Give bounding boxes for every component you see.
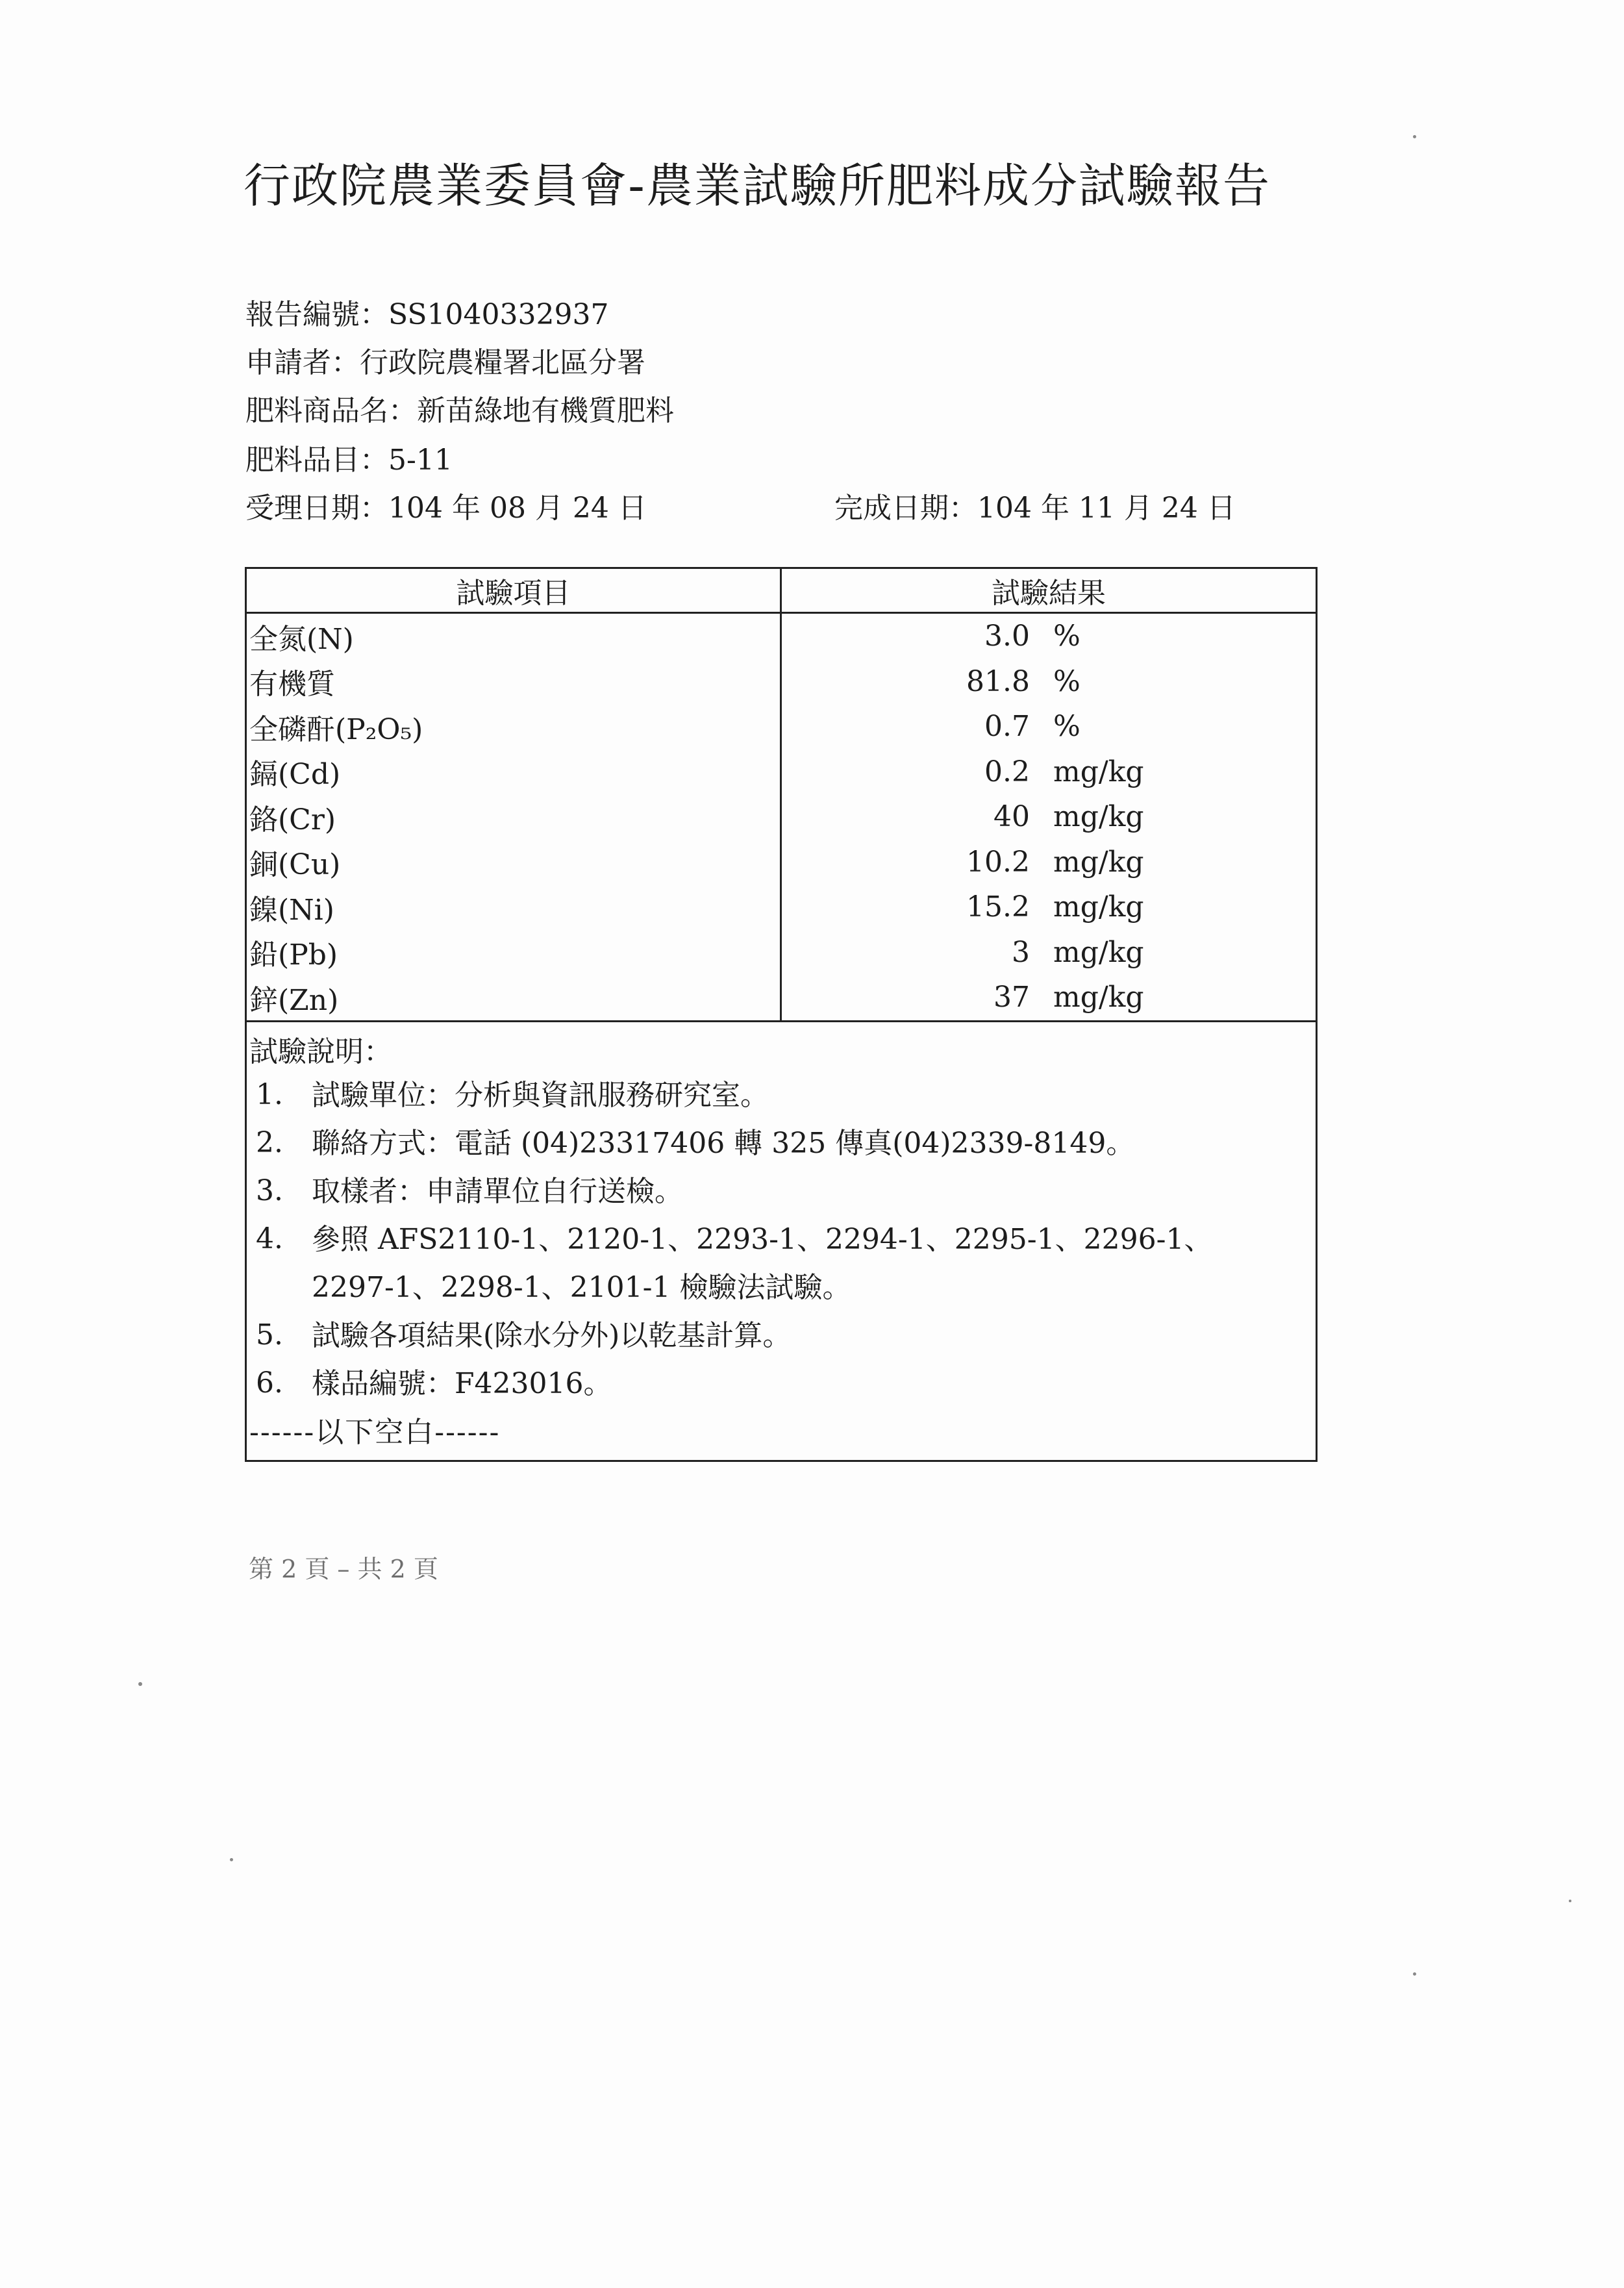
- result-cell: [782, 749, 1316, 795]
- note-number: 6.: [256, 1366, 283, 1400]
- result-cell: [782, 614, 1316, 659]
- note-number: 3.: [256, 1174, 283, 1207]
- test-item-name: 鉛(Pb): [249, 938, 338, 972]
- results-table: [245, 567, 1318, 1462]
- result-unit: mg/kg: [1053, 845, 1144, 879]
- test-item-name: 鉻(Cr): [249, 803, 336, 836]
- result-unit: mg/kg: [1053, 935, 1144, 969]
- result-value: 81.8: [966, 664, 1030, 698]
- blank-below-marker: ------以下空白------: [249, 1415, 501, 1449]
- note-item: [249, 1120, 1316, 1168]
- test-result-column: [782, 614, 1316, 1020]
- scan-speck: [138, 1682, 142, 1686]
- note-item: [249, 1360, 1316, 1408]
- result-value: 40: [993, 800, 1030, 834]
- table-row: [247, 840, 780, 885]
- note-item: [249, 1168, 1316, 1216]
- test-item-column: [247, 614, 782, 1020]
- received-date-label: 受理日期：: [245, 492, 388, 525]
- test-notes: [247, 1020, 1316, 1460]
- result-cell: [782, 840, 1316, 885]
- table-row: [247, 704, 780, 749]
- note-text: 聯絡方式：電話 (04)23317406 轉 325 傳真(04)2339-8149。: [312, 1126, 1135, 1160]
- fertilizer-category-label: 肥料品目：: [245, 444, 388, 477]
- test-item-name: 鎘(Cd): [249, 758, 341, 792]
- completed-date-label: 完成日期：: [834, 492, 977, 525]
- test-item-name: 全磷酐(P₂O₅): [249, 712, 423, 746]
- report-title: 行政院農業委員會-農業試驗所肥料成分試驗報告: [244, 158, 1271, 213]
- table-row: [247, 659, 780, 705]
- completed-date-line: [834, 484, 1236, 526]
- result-unit: mg/kg: [1053, 890, 1144, 924]
- result-cell: [782, 794, 1316, 840]
- note-number: 5.: [256, 1318, 283, 1351]
- result-unit: %: [1053, 620, 1081, 653]
- note-text: 試驗各項結果(除水分外)以乾基計算。: [312, 1318, 792, 1352]
- results-table-header: [247, 569, 1316, 614]
- test-item-name: 全氮(N): [249, 622, 354, 656]
- result-value: 37: [993, 981, 1030, 1014]
- table-row: [247, 975, 780, 1020]
- scan-speck: [1569, 1900, 1571, 1902]
- report-number-value: SS1040332937: [388, 298, 609, 331]
- scan-speck: [1413, 135, 1416, 138]
- test-item-name: 鋅(Zn): [249, 983, 339, 1017]
- table-row: [247, 885, 780, 930]
- header-test-item: 試驗項目: [247, 569, 782, 612]
- result-cell: [782, 704, 1316, 749]
- applicant-line: [245, 339, 645, 381]
- product-name-line: [245, 387, 674, 429]
- test-notes-title: 試驗說明：: [249, 1035, 392, 1068]
- note-number: 1.: [256, 1077, 283, 1111]
- scan-speck: [1413, 1972, 1416, 1976]
- note-text: 樣品編號：F423016。: [312, 1366, 612, 1400]
- page-footer: 第 2 頁 – 共 2 頁: [249, 1555, 438, 1583]
- result-value: 15.2: [966, 890, 1030, 924]
- note-text: 試驗單位：分析與資訊服務研究室。: [312, 1078, 769, 1112]
- received-date-value: 104 年 08 月 24 日: [388, 492, 647, 525]
- note-item: [249, 1216, 1316, 1312]
- applicant-value: 行政院農糧署北區分署: [360, 346, 645, 379]
- scan-speck: [230, 1858, 233, 1861]
- result-value: 3.0: [984, 620, 1030, 653]
- report-number-line: [245, 291, 608, 333]
- header-test-result: 試驗結果: [992, 577, 1106, 610]
- note-item: [249, 1312, 1316, 1360]
- completed-date-value: 104 年 11 月 24 日: [977, 492, 1236, 525]
- test-item-name: 鎳(Ni): [249, 893, 334, 927]
- result-cell: [782, 659, 1316, 705]
- result-cell: [782, 930, 1316, 975]
- result-value: 0.2: [984, 755, 1030, 788]
- applicant-label: 申請者：: [245, 346, 360, 379]
- product-name-label: 肥料商品名：: [245, 394, 417, 427]
- result-value: 0.7: [984, 710, 1030, 744]
- note-number: 4.: [256, 1222, 283, 1255]
- test-item-name: 銅(Cu): [249, 848, 341, 882]
- result-cell: [782, 975, 1316, 1020]
- note-item: [249, 1072, 1316, 1120]
- note-text: 取樣者：申請單位自行送檢。: [312, 1174, 683, 1208]
- results-table-body: [247, 614, 1316, 1020]
- test-item-name: 有機質: [249, 668, 335, 701]
- result-unit: mg/kg: [1053, 800, 1144, 834]
- table-row: [247, 930, 780, 975]
- report-number-label: 報告編號：: [245, 298, 388, 331]
- table-row: [247, 749, 780, 795]
- result-cell: [782, 885, 1316, 930]
- note-text: 參照 AFS2110-1、2120-1、2293-1、2294-1、2295-1、2296-1、2297-1、2298-1、2101-1 檢驗法試驗。: [312, 1222, 1213, 1304]
- table-row: [247, 794, 780, 840]
- product-name-value: 新苗綠地有機質肥料: [417, 394, 674, 427]
- note-number: 2.: [256, 1125, 283, 1159]
- result-value: 3: [1012, 935, 1030, 969]
- result-value: 10.2: [966, 845, 1030, 879]
- result-unit: mg/kg: [1053, 981, 1144, 1014]
- result-unit: %: [1053, 710, 1081, 744]
- result-unit: mg/kg: [1053, 755, 1144, 788]
- result-unit: %: [1053, 664, 1081, 698]
- received-date-line: [245, 484, 647, 526]
- fertilizer-category-line: [245, 436, 453, 478]
- fertilizer-category-value: 5-11: [388, 444, 453, 477]
- table-row: [247, 614, 780, 659]
